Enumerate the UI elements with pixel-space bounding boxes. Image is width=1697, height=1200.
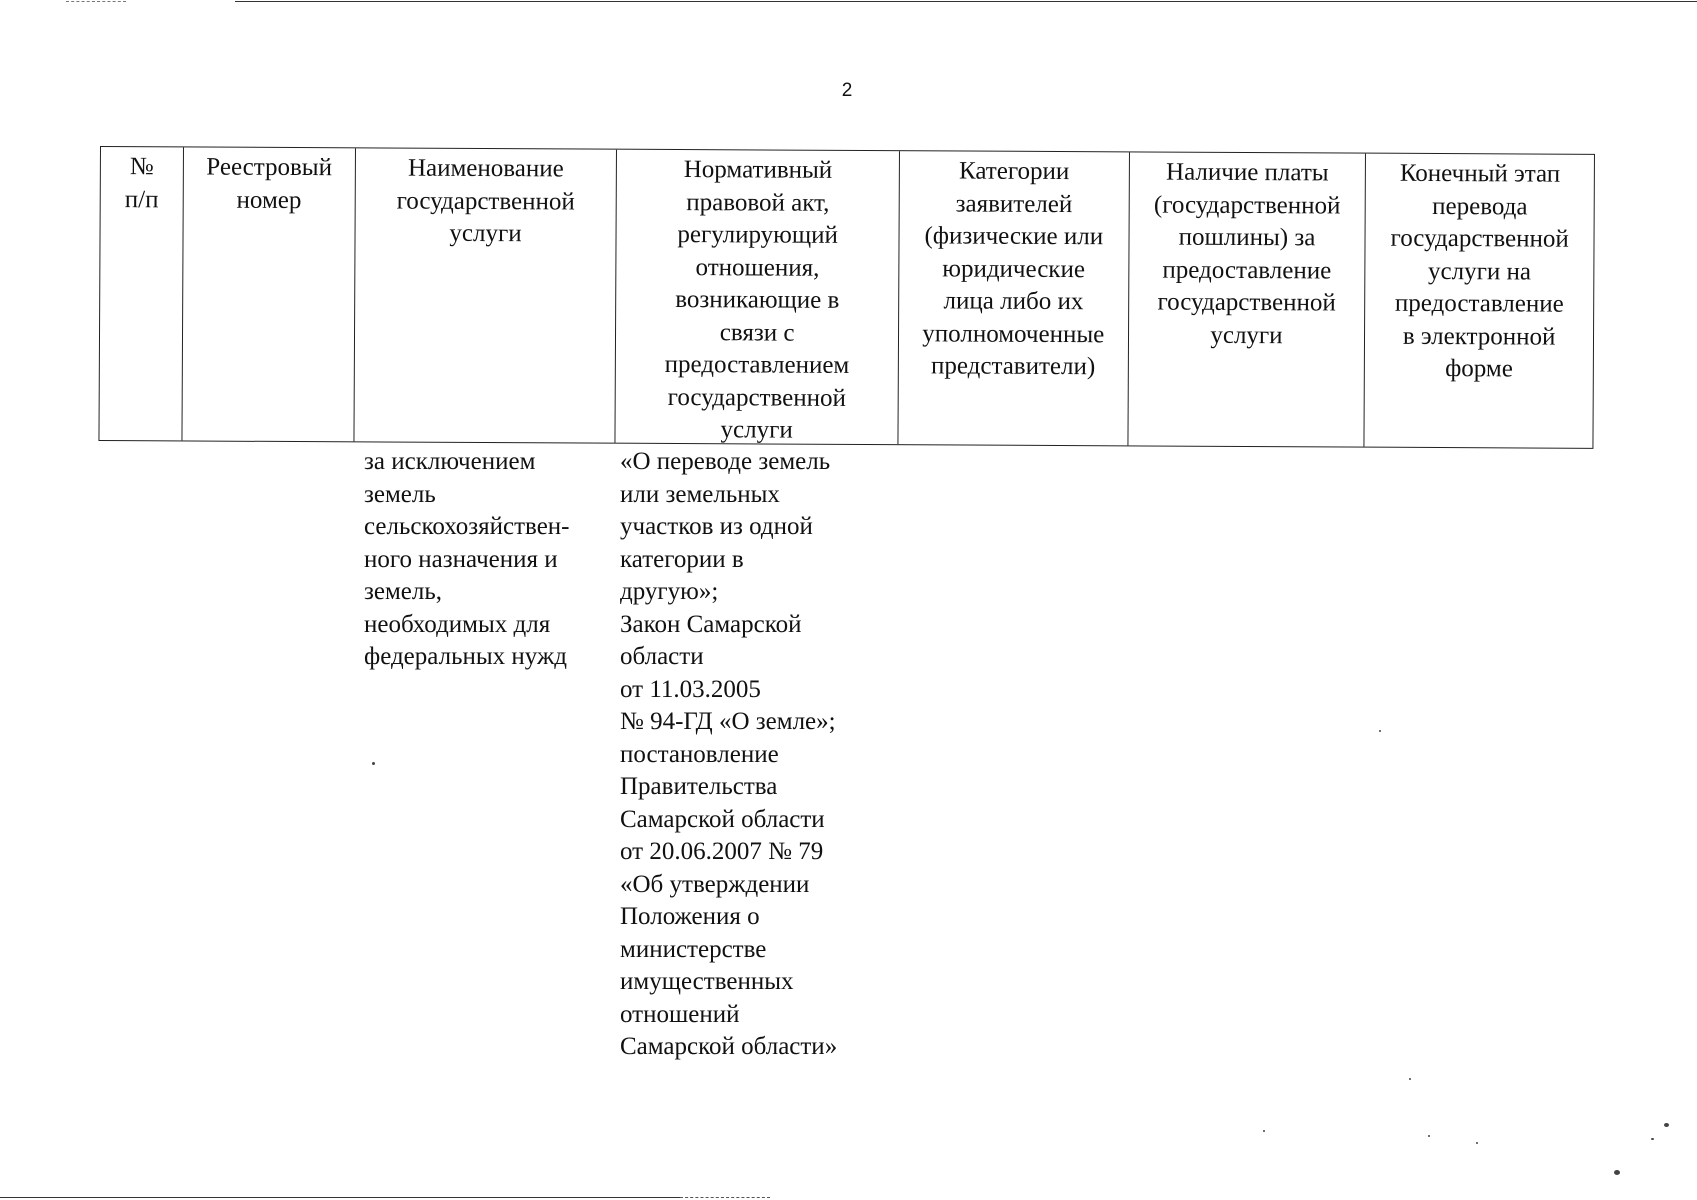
scan-edge-bottom xyxy=(0,1197,680,1198)
header-legal-act: Нормативный правовой акт, регулирующий отношения, возникающие в связи с предоставлением государственной услуги xyxy=(616,150,900,444)
header-number: № п/п xyxy=(99,147,183,440)
cell-legal-act-continuation: «О переводе земель или земельных участков из одной категории в другую»; Закон Самарской области от 11.03.2005 № 94-ГД «О земле»; постановление Правительства Самарской области от 20.06.2007 № 79 «Об утверждении Положения о министерстве имущественных отношений Самарской области» xyxy=(620,448,838,1060)
scan-speck xyxy=(1664,1123,1669,1127)
scan-speck xyxy=(1428,1135,1430,1137)
table-header-row xyxy=(98,146,1595,449)
scan-edge-top-dashed xyxy=(66,1,126,2)
scan-edge-bottom-dashed xyxy=(680,1197,770,1198)
scan-speck xyxy=(1263,1130,1265,1132)
cell-service-name-continuation: за исключением земель сельскохозяйствен- ного назначения и земель, необходимых для федеральных нужд xyxy=(364,448,570,670)
header-service-name: Наименование государственной услуги xyxy=(354,148,617,442)
scan-speck xyxy=(1409,1078,1411,1080)
scan-speck xyxy=(1379,730,1381,732)
scan-speck xyxy=(1614,1170,1620,1175)
scan-speck xyxy=(372,762,375,765)
header-final-stage: Конечный этап перевода государственной услуги на предоставление в электронной форме xyxy=(1390,159,1569,383)
page-number: 2 xyxy=(841,80,853,101)
scan-speck xyxy=(1476,1142,1478,1144)
header-applicant-categories: Категории заявителей (физические или юридические лица либо их уполномоченные представители) xyxy=(898,151,1129,445)
header-registry-number: Реестровый номер xyxy=(182,147,355,441)
header-fee: Наличие платы (государственной пошлины) за предоставление государственной услуги xyxy=(1128,152,1366,446)
scan-edge-top xyxy=(235,1,1697,2)
scan-speck xyxy=(1651,1138,1654,1140)
